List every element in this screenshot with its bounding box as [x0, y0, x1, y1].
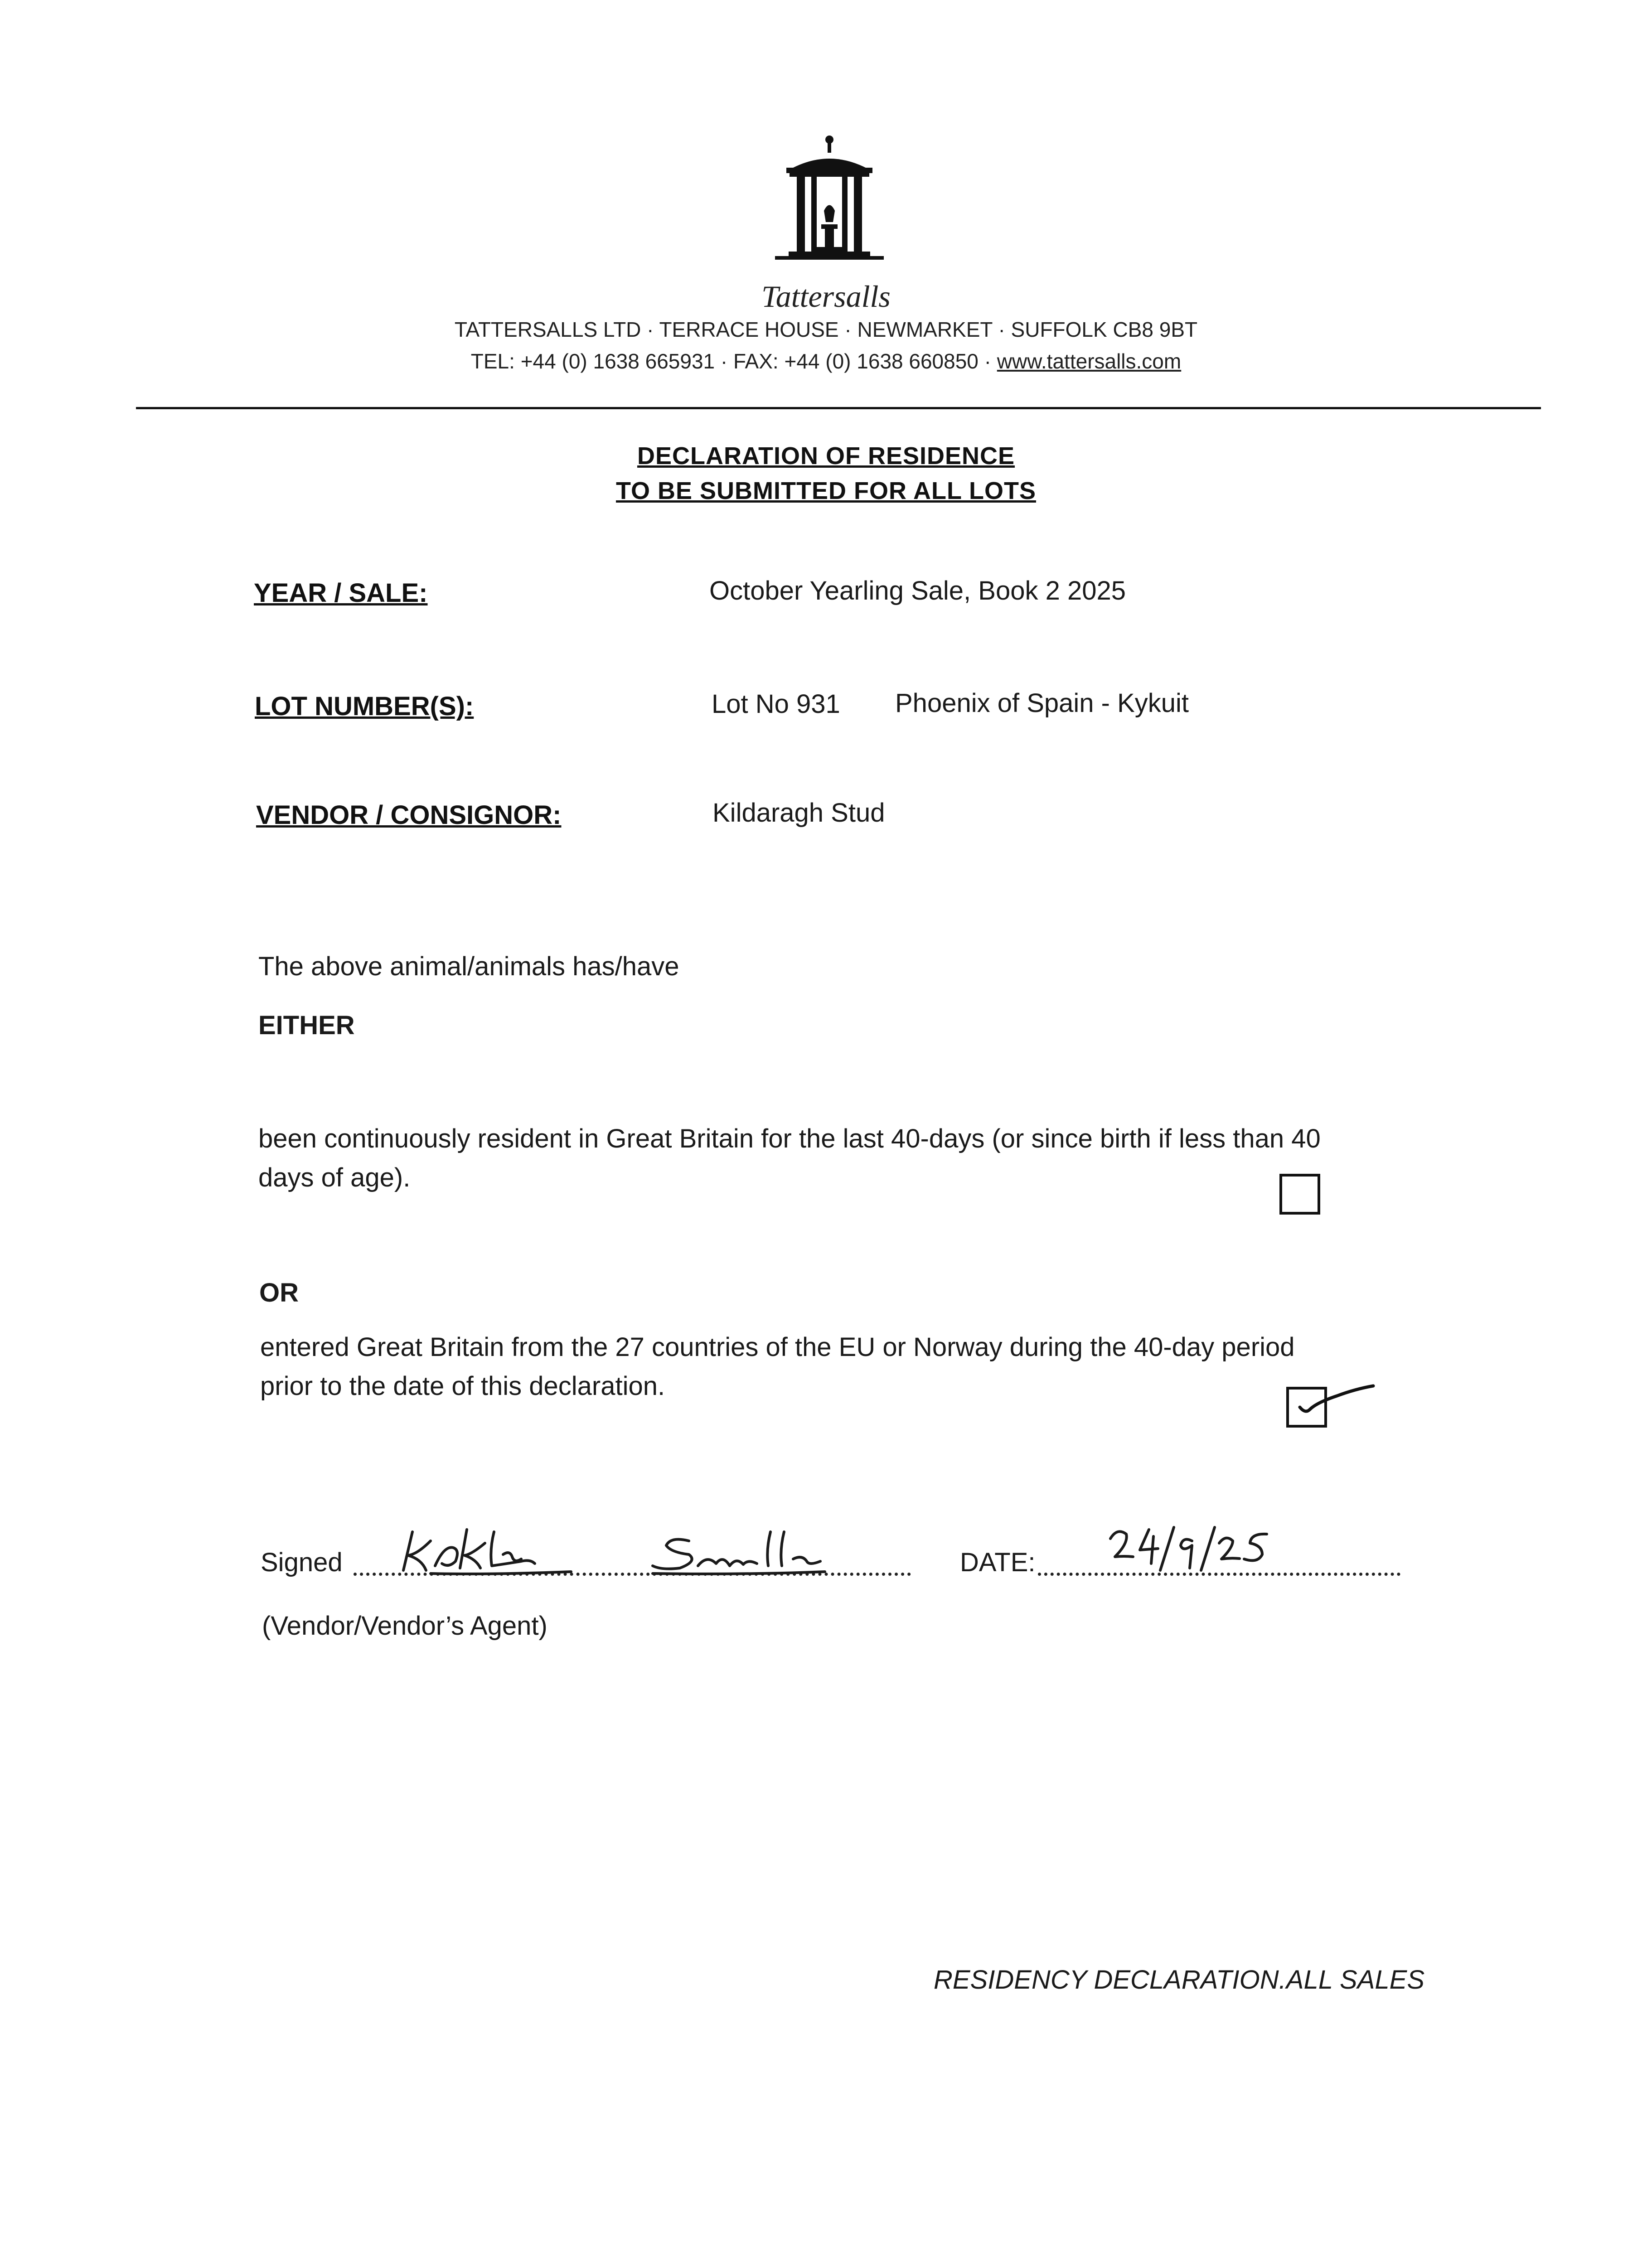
- contact-numbers: TEL: +44 (0) 1638 665931 · FAX: +44 (0) 1638 660850 ·: [470, 349, 997, 373]
- option1-checkbox[interactable]: [1279, 1174, 1320, 1215]
- date-label: DATE:: [960, 1548, 1036, 1577]
- signer-role: (Vendor/Vendor’s Agent): [262, 1611, 547, 1641]
- brand-name: Tattersalls: [761, 279, 891, 314]
- either-label: EITHER: [258, 1011, 355, 1040]
- or-label: OR: [259, 1278, 299, 1307]
- option2-text-line1: entered Great Britain from the 27 countries of the EU or Norway during the 40-day period: [260, 1332, 1295, 1362]
- checkmark-icon: [1296, 1382, 1378, 1428]
- option1-text-line2: days of age).: [258, 1163, 411, 1192]
- tattersalls-rotunda-icon: [761, 131, 897, 281]
- option1-text-line1: been continuously resident in Great Britain for the last 40-days (or since birth if less than 40: [258, 1124, 1321, 1153]
- form-footer: RESIDENCY DECLARATION.ALL SALES: [934, 1965, 1425, 1995]
- vendor-label: VENDOR / CONSIGNOR:: [256, 800, 562, 830]
- handwritten-date: [1106, 1520, 1274, 1575]
- option2-text-line2: prior to the date of this declaration.: [260, 1371, 665, 1401]
- document-title: DECLARATION OF RESIDENCE: [637, 442, 1015, 470]
- signed-label: Signed: [261, 1548, 343, 1577]
- year-sale-label: YEAR / SALE:: [254, 578, 428, 608]
- lot-number-label: LOT NUMBER(S):: [255, 692, 474, 721]
- handwritten-signature: [399, 1523, 875, 1582]
- year-sale-value: October Yearling Sale, Book 2 2025: [709, 576, 1126, 605]
- lot-horse-name: Phoenix of Spain - Kykuit: [895, 688, 1189, 718]
- document-subtitle: TO BE SUBMITTED FOR ALL LOTS: [616, 477, 1036, 504]
- vendor-value: Kildaragh Stud: [712, 798, 885, 828]
- declaration-intro: The above animal/animals has/have: [258, 952, 679, 981]
- website-link[interactable]: www.tattersalls.com: [997, 349, 1182, 373]
- company-contact: [0, 349, 1652, 373]
- header-divider: [136, 407, 1541, 409]
- company-address: TATTERSALLS LTD · TERRACE HOUSE · NEWMARKET · SUFFOLK CB8 9BT: [454, 318, 1198, 341]
- lot-number-value: Lot No 931: [712, 689, 840, 719]
